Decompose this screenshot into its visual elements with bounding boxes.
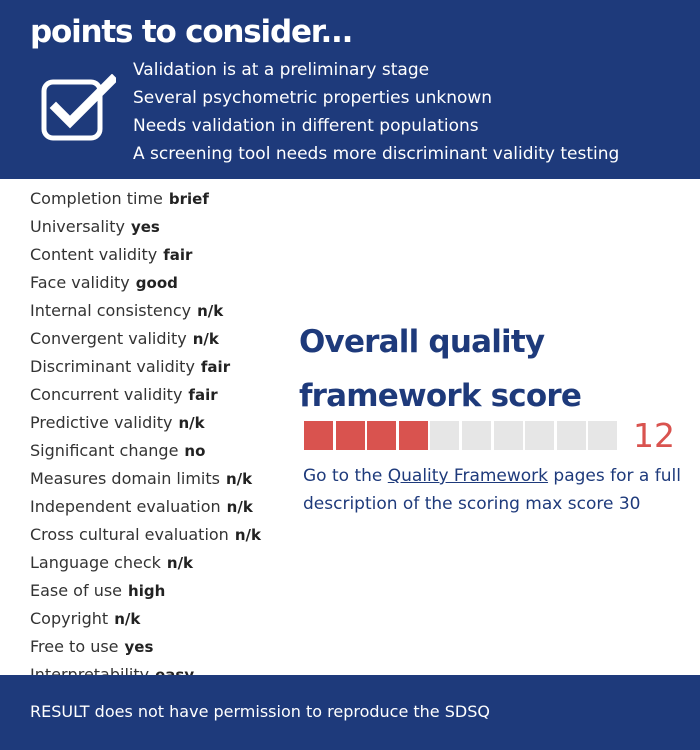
criteria-label: Completion time <box>30 189 163 208</box>
criteria-label: Significant change <box>30 441 179 460</box>
criteria-item <box>30 297 261 325</box>
points-list <box>133 56 619 168</box>
point-item: Needs validation in different populations <box>133 116 479 136</box>
criteria-label: Ease of use <box>30 581 123 600</box>
score-segment-empty <box>430 421 459 450</box>
criteria-label: Free to use <box>30 637 119 656</box>
criteria-item <box>30 633 261 661</box>
score-segment-empty <box>557 421 586 450</box>
score-title-line1: Overall quality <box>299 324 545 360</box>
criteria-item <box>30 437 261 465</box>
criteria-item <box>30 325 261 353</box>
score-segment-empty <box>462 421 491 450</box>
criteria-item <box>30 465 261 493</box>
criteria-label: Discriminant validity <box>30 357 195 376</box>
criteria-item <box>30 269 261 297</box>
criteria-value: n/k <box>114 610 141 628</box>
criteria-item <box>30 381 261 409</box>
criteria-label: Universality <box>30 217 125 236</box>
criteria-value: n/k <box>226 498 253 516</box>
score-desc-prefix: Go to the <box>303 466 388 486</box>
score-title <box>299 315 599 423</box>
point-item: A screening tool needs more discriminant validity testing <box>133 144 620 164</box>
score-segment-empty <box>588 421 617 450</box>
checkbox-checked-icon <box>40 74 116 142</box>
criteria-item <box>30 493 261 521</box>
criteria-value: n/k <box>178 414 205 432</box>
header-banner <box>0 0 700 179</box>
criteria-value: yes <box>130 218 160 236</box>
score-desc-suffix: pages for a full description of the scoring max score 30 <box>303 466 681 514</box>
criteria-value: high <box>128 582 166 600</box>
criteria-label: Measures domain limits <box>30 469 220 488</box>
criteria-label: Internal consistency <box>30 301 192 320</box>
criteria-value: brief <box>168 190 209 208</box>
score-segment-filled <box>336 421 365 450</box>
criteria-item <box>30 185 261 213</box>
score-segment-filled <box>304 421 333 450</box>
criteria-value: n/k <box>192 330 219 348</box>
criteria-value: n/k <box>225 470 253 488</box>
criteria-item <box>30 605 261 633</box>
score-segment-filled <box>399 421 428 450</box>
criteria-value: yes <box>124 638 154 656</box>
score-value: 12 <box>633 416 675 455</box>
quality-framework-link[interactable]: Quality Framework <box>387 466 549 486</box>
criteria-label: Content validity <box>30 245 158 264</box>
criteria-item <box>30 213 261 241</box>
criteria-label: Convergent validity <box>30 329 187 348</box>
criteria-item <box>30 521 261 549</box>
criteria-value: good <box>135 274 178 292</box>
point-item: Validation is at a preliminary stage <box>133 60 430 80</box>
footer-text: RESULT does not have permission to reproduce the SDSQ <box>30 702 490 721</box>
criteria-list <box>30 185 261 689</box>
criteria-value: n/k <box>166 554 194 572</box>
criteria-item <box>30 241 261 269</box>
criteria-value: fair <box>163 246 193 264</box>
criteria-item <box>30 549 261 577</box>
criteria-label: Face validity <box>30 273 130 292</box>
criteria-item <box>30 409 261 437</box>
criteria-value: fair <box>188 386 218 404</box>
score-segment-empty <box>494 421 523 450</box>
score-segment-empty <box>525 421 554 450</box>
criteria-label: Language check <box>30 553 161 572</box>
criteria-value: n/k <box>234 526 261 544</box>
footer-banner <box>0 675 700 750</box>
point-item: Several psychometric properties unknown <box>133 88 493 108</box>
criteria-value: n/k <box>197 302 224 320</box>
score-segment-filled <box>367 421 396 450</box>
criteria-item <box>30 577 261 605</box>
criteria-value: fair <box>200 358 231 376</box>
criteria-value: no <box>184 442 206 460</box>
score-description <box>303 462 683 518</box>
criteria-label: Copyright <box>30 609 109 628</box>
criteria-label: Independent evaluation <box>30 497 221 516</box>
criteria-label: Concurrent validity <box>30 385 183 404</box>
criteria-item <box>30 353 261 381</box>
score-title-line2: framework score <box>299 378 582 414</box>
header-title: points to consider... <box>30 14 353 50</box>
criteria-label: Cross cultural evaluation <box>30 525 229 544</box>
score-bar <box>304 421 620 450</box>
criteria-label: Predictive validity <box>30 413 173 432</box>
